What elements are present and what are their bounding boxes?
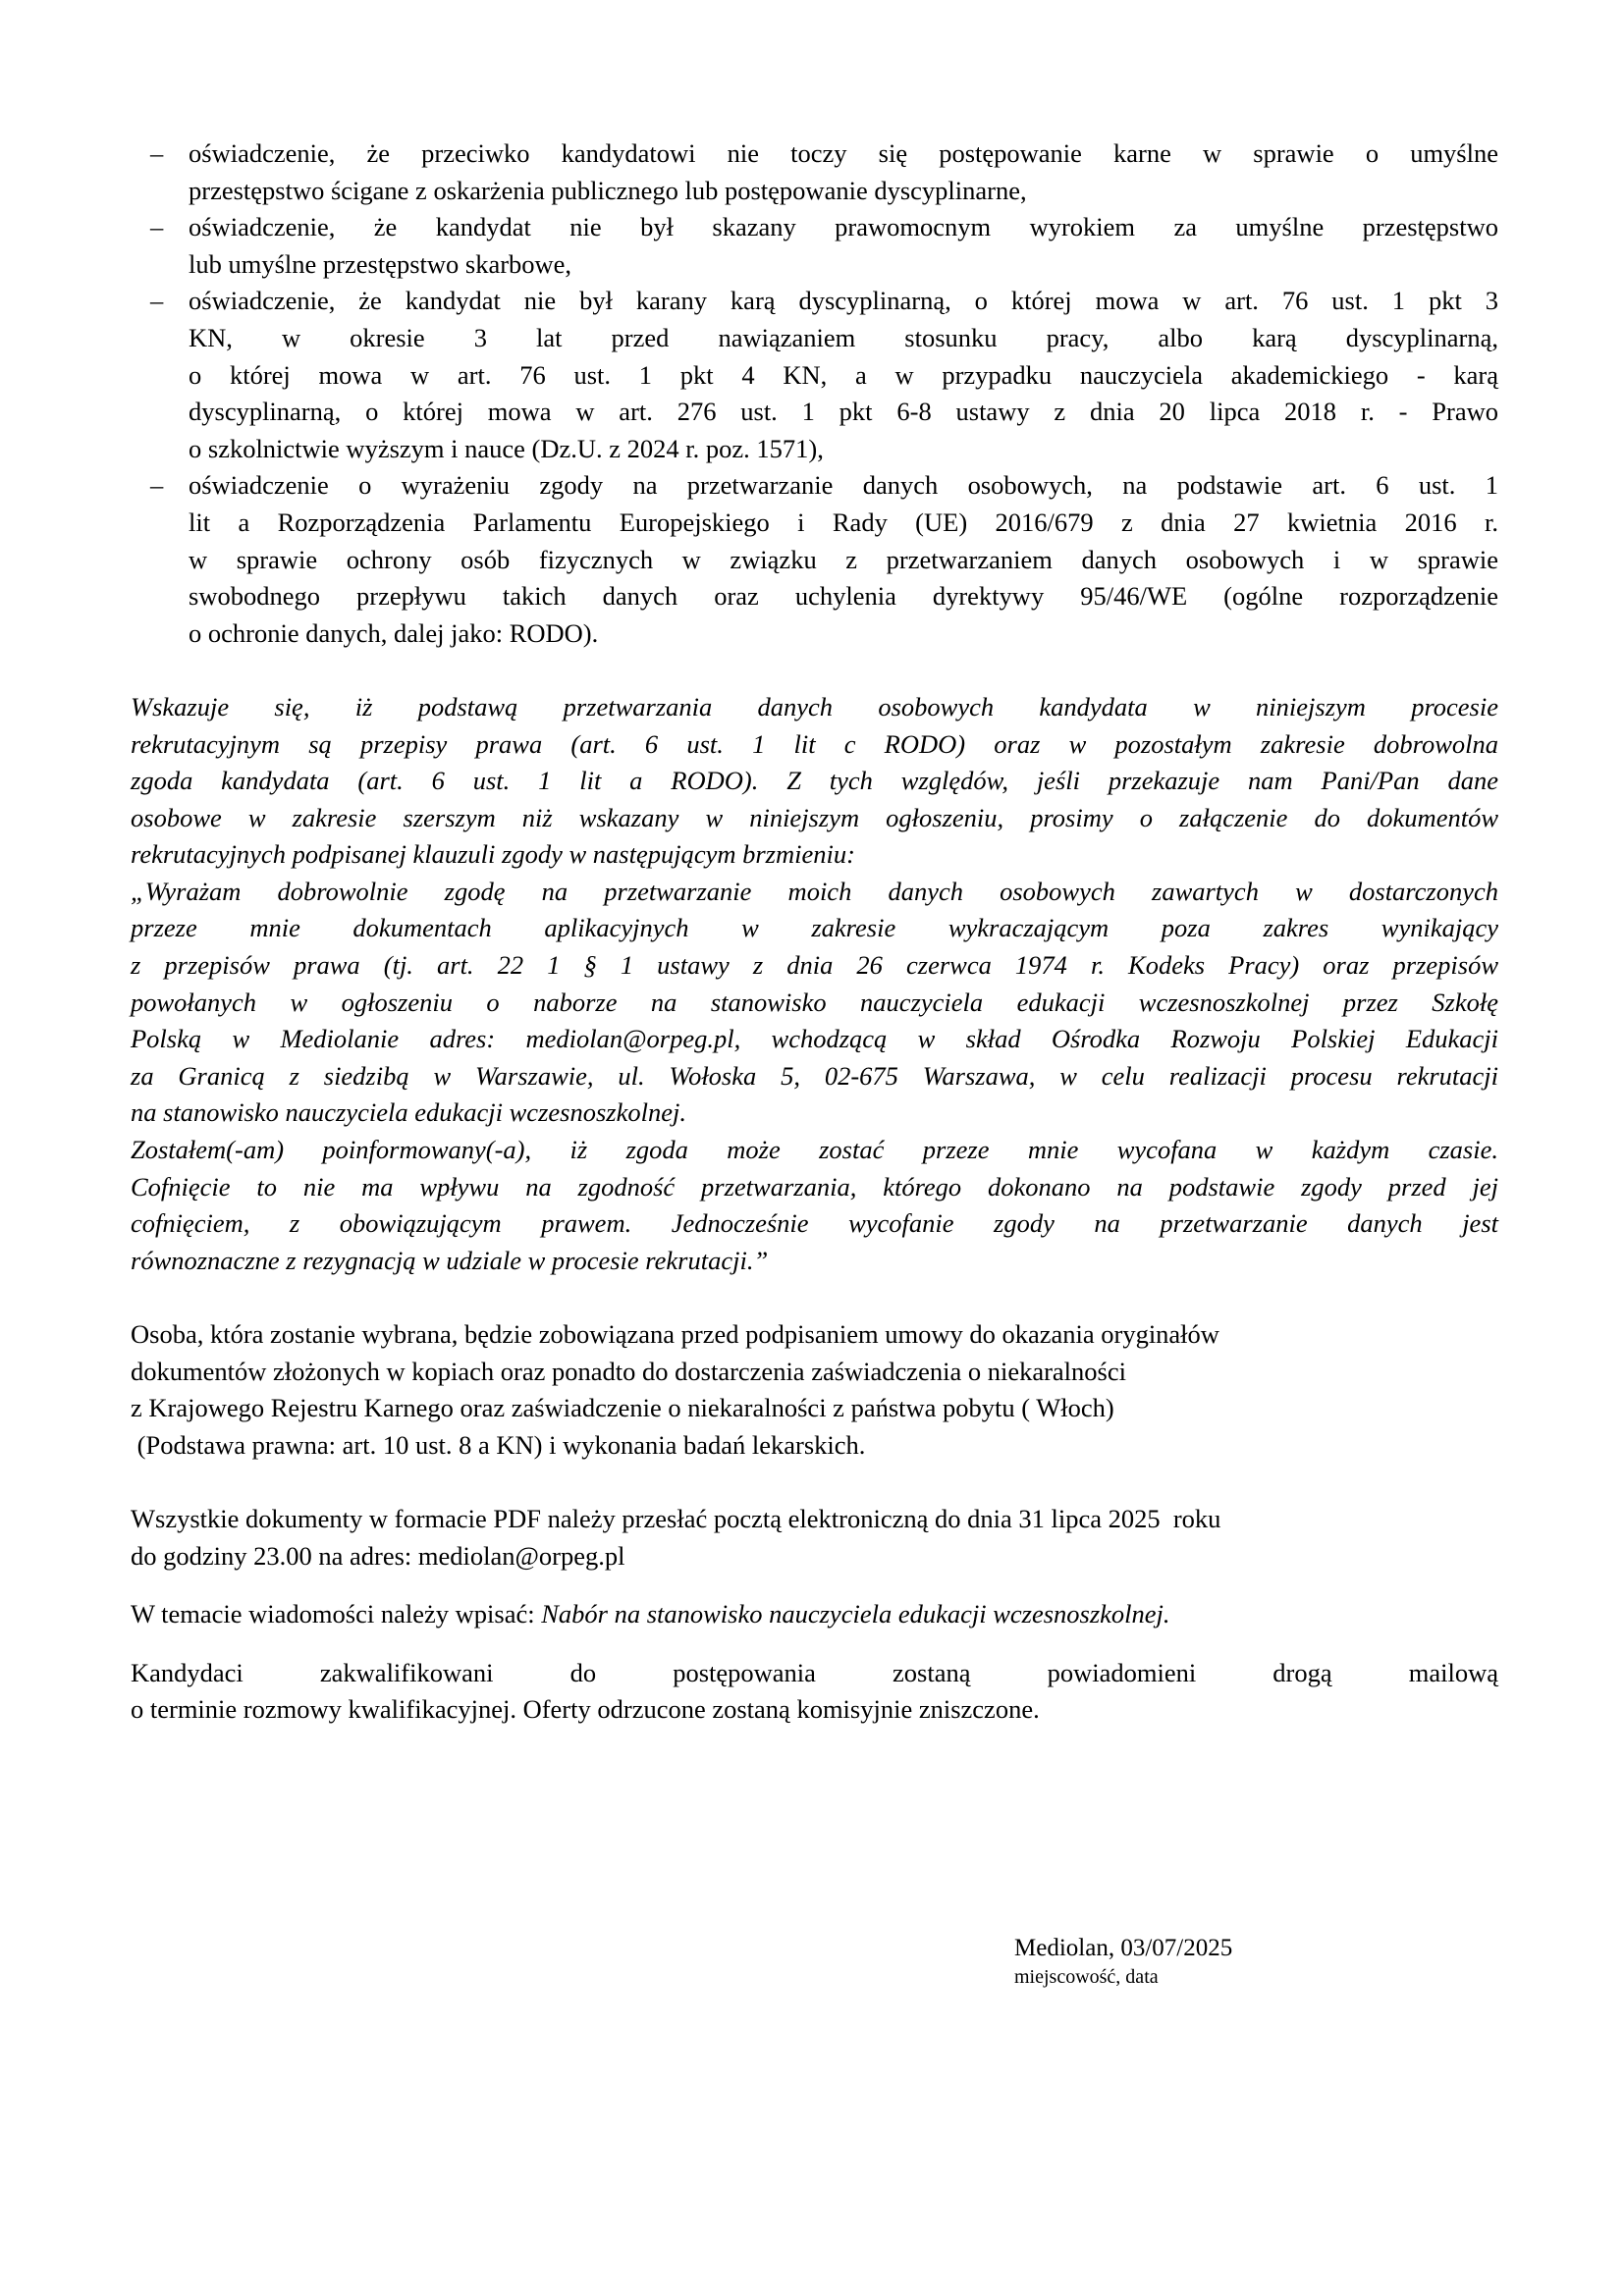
text-line: przeze mnie dokumentach aplikacyjnych w zakresie wykraczającym poza zakres wynikający (131, 913, 1498, 943)
text-line: Kandydaci zakwalifikowani do postępowania zostaną powiadomieni drogą mailową (131, 1657, 1498, 1687)
text-line: (Podstawa prawna: art. 10 ust. 8 a KN) i wykonania badań lekarskich. (131, 1429, 866, 1460)
place-date-label: miejscowość, data (1014, 1966, 1159, 1988)
declaration-item (131, 135, 1498, 209)
text-line: o szkolnictwie wyższym i nauce (Dz.U. z 2024 r. poz. 1571), (189, 433, 824, 463)
text-line: „Wyrażam dobrowolnie zgodę na przetwarzanie moich danych osobowych zawartych w dostarczonych (131, 876, 1498, 906)
text-line: Polską w Mediolanie adres: mediolan@orpeg.pl, wchodzącą w skład Ośrodka Rozwoju Polskiej Edukacji (131, 1024, 1498, 1054)
text-line: z przepisów prawa (tj. art. 22 1 § 1 ustawy z dnia 26 czerwca 1974 r. Kodeks Pracy) oraz przepisów (131, 950, 1498, 981)
dash-bullet-icon: – (150, 470, 164, 501)
text-line: oświadczenie, że kandydat nie był skazany prawomocnym wyrokiem za umyślne przestępstwo (189, 212, 1498, 242)
text-line: zgoda kandydata (art. 6 ust. 1 lit a RODO). Z tych względów, jeśli przekazuje nam Pani/Pan dane (131, 766, 1498, 796)
text-line: osobowe w zakresie szerszym niż wskazany w niniejszym ogłoszeniu, prosimy o załączenie do dokumentów (131, 802, 1498, 832)
text-line: o terminie rozmowy kwalifikacyjnej. Oferty odrzucone zostaną komisyjnie zniszczone. (131, 1694, 1040, 1725)
text-line: Wszystkie dokumenty w formacie PDF należy przesłać pocztą elektroniczną do dnia 31 lipca 2025 roku (131, 1503, 1221, 1533)
rodo-notice (131, 689, 1498, 874)
text-line: Cofnięcie to nie ma wpływu na zgodność przetwarzania, którego dokonano na podstawie zgody przed jej (131, 1171, 1498, 1201)
text-line: powołanych w ogłoszeniu o naborze na stanowisko nauczyciela edukacji wczesnoszkolnej przez Szkołę (131, 987, 1498, 1017)
text-line: na stanowisko nauczyciela edukacji wczesnoszkolnej. (131, 1097, 686, 1128)
text-line: równoznaczne z rezygnacją w udziale w procesie rekrutacji.” (131, 1245, 769, 1275)
declaration-item (131, 209, 1498, 283)
text-line: dyscyplinarną, o której mowa w art. 276 ust. 1 pkt 6-8 ustawy z dnia 20 lipca 2018 r. - Prawo (189, 397, 1498, 427)
subject-prefix: W temacie wiadomości należy wpisać: (131, 1599, 542, 1629)
dash-bullet-icon: – (150, 286, 164, 316)
text-line: do godziny 23.00 na adres: mediolan@orpeg.pl (131, 1540, 625, 1571)
declarations-list (131, 135, 1498, 652)
text-line: rekrutacyjnych podpisanej klauzuli zgody w następującym brzmieniu: (131, 839, 855, 870)
signature-block (1014, 1934, 1232, 1991)
subject-text: Nabór na stanowisko nauczyciela edukacji wczesnoszkolnej. (541, 1599, 1170, 1629)
text-line: z Krajowego Rejestru Karnego oraz zaświadczenie o niekaralności z państwa pobytu ( Włoch) (131, 1393, 1114, 1423)
text-line: Zostałem(-am) poinformowany(-a), iż zgoda może zostać przeze mnie wycofana w każdym czasie. (131, 1135, 1498, 1165)
text-line: KN, w okresie 3 lat przed nawiązaniem stosunku pracy, albo karą dyscyplinarną, (189, 322, 1498, 352)
email-subject-instruction (131, 1596, 1498, 1633)
text-line: rekrutacyjnym są przepisy prawa (art. 6 ust. 1 lit c RODO) oraz w pozostałym zakresie dobrowolna (131, 728, 1498, 759)
declaration-item (131, 467, 1498, 652)
text-line: za Granicą z siedzibą w Warszawie, ul. Wołoska 5, 02-675 Warszawa, w celu realizacji procesu rekrutacji (131, 1060, 1498, 1091)
consent-clause (131, 874, 1498, 1280)
text-line: dokumentów złożonych w kopiach oraz ponadto do dostarczenia zaświadczenia o niekaralności (131, 1356, 1126, 1386)
text-line: swobodnego przepływu takich danych oraz uchylenia dyrektywy 95/46/WE (ogólne rozporządzenie (189, 581, 1498, 612)
place-date: Mediolan, 03/07/2025 (1014, 1935, 1233, 1961)
declaration-item (131, 283, 1498, 467)
text-line: Wskazuje się, iż podstawą przetwarzania danych osobowych kandydata w niniejszym procesie (131, 691, 1498, 721)
text-line: oświadczenie, że przeciwko kandydatowi nie toczy się postępowanie karne w sprawie o umyślne (189, 138, 1498, 168)
text-line: o której mowa w art. 76 ust. 1 pkt 4 KN, a w przypadku nauczyciela akademickiego - karą (189, 359, 1498, 390)
dash-bullet-icon: – (150, 212, 164, 242)
text-line: o ochronie danych, dalej jako: RODO). (189, 617, 599, 648)
document-body (131, 135, 1498, 1729)
text-line: oświadczenie o wyrażeniu zgody na przetwarzanie danych osobowych, na podstawie art. 6 ust. 1 (189, 470, 1498, 501)
text-line: lub umyślne przestępstwo skarbowe, (189, 248, 572, 279)
text-line: cofnięciem, z obowiązującym prawem. Jednocześnie wycofanie zgody na przetwarzanie danych jest (131, 1208, 1498, 1239)
text-line: w sprawie ochrony osób fizycznych w związku z przetwarzaniem danych osobowych i w sprawie (189, 544, 1498, 574)
selected-candidate-requirements (131, 1316, 1498, 1464)
text-line: oświadczenie, że kandydat nie był karany karą dyscyplinarną, o której mowa w art. 76 ust. 1 pkt 3 (189, 286, 1498, 316)
submission-instructions (131, 1501, 1498, 1575)
interview-notice (131, 1655, 1498, 1729)
text-line: Osoba, która zostanie wybrana, będzie zobowiązana przed podpisaniem umowy do okazania oryginałów (131, 1319, 1219, 1349)
text-line: lit a Rozporządzenia Parlamentu Europejskiego i Rady (UE) 2016/679 z dnia 27 kwietnia 2016 r. (189, 507, 1498, 537)
dash-bullet-icon: – (150, 138, 164, 168)
text-line: przestępstwo ścigane z oskarżenia publicznego lub postępowanie dyscyplinarne, (189, 175, 1027, 205)
